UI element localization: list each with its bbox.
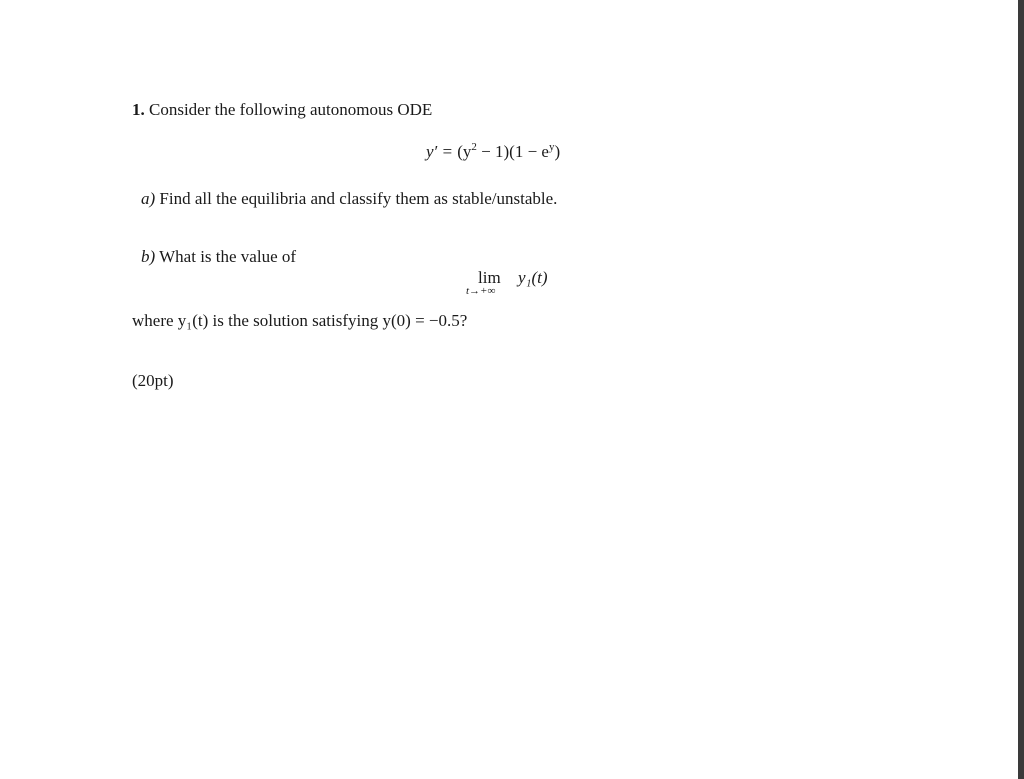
question-intro: Consider the following autonomous ODE bbox=[149, 100, 433, 119]
ode-equation bbox=[426, 142, 560, 162]
limit-subscript: t→+∞ bbox=[466, 285, 496, 297]
where-line: where y₁(t) is the solution satisfying y(0) = −0.5? bbox=[132, 311, 468, 330]
equation-rhs-open: (y bbox=[457, 142, 472, 161]
points-label: (20pt) bbox=[132, 371, 174, 390]
part-b bbox=[141, 247, 296, 267]
limit-word: lim bbox=[478, 268, 501, 287]
part-b-text: What is the value of bbox=[159, 247, 297, 266]
question-number: 1. bbox=[132, 100, 145, 119]
part-a bbox=[141, 189, 557, 209]
part-a-text: Find all the equilibria and classify them as stable/unstable. bbox=[159, 189, 558, 208]
equation-rhs-mid: − 1)(1 − e bbox=[476, 142, 549, 161]
equation-rhs-close: ) bbox=[554, 142, 561, 161]
part-a-label: a) bbox=[141, 189, 156, 208]
equation-lhs: y′ = bbox=[426, 142, 458, 161]
equation-exponent-2: y bbox=[548, 141, 555, 153]
page-edge-border bbox=[1018, 0, 1024, 779]
question-heading bbox=[132, 100, 432, 120]
limit-function: y₁(t) bbox=[518, 268, 548, 287]
part-b-label: b) bbox=[141, 247, 156, 266]
equation-exponent: 2 bbox=[471, 141, 477, 153]
